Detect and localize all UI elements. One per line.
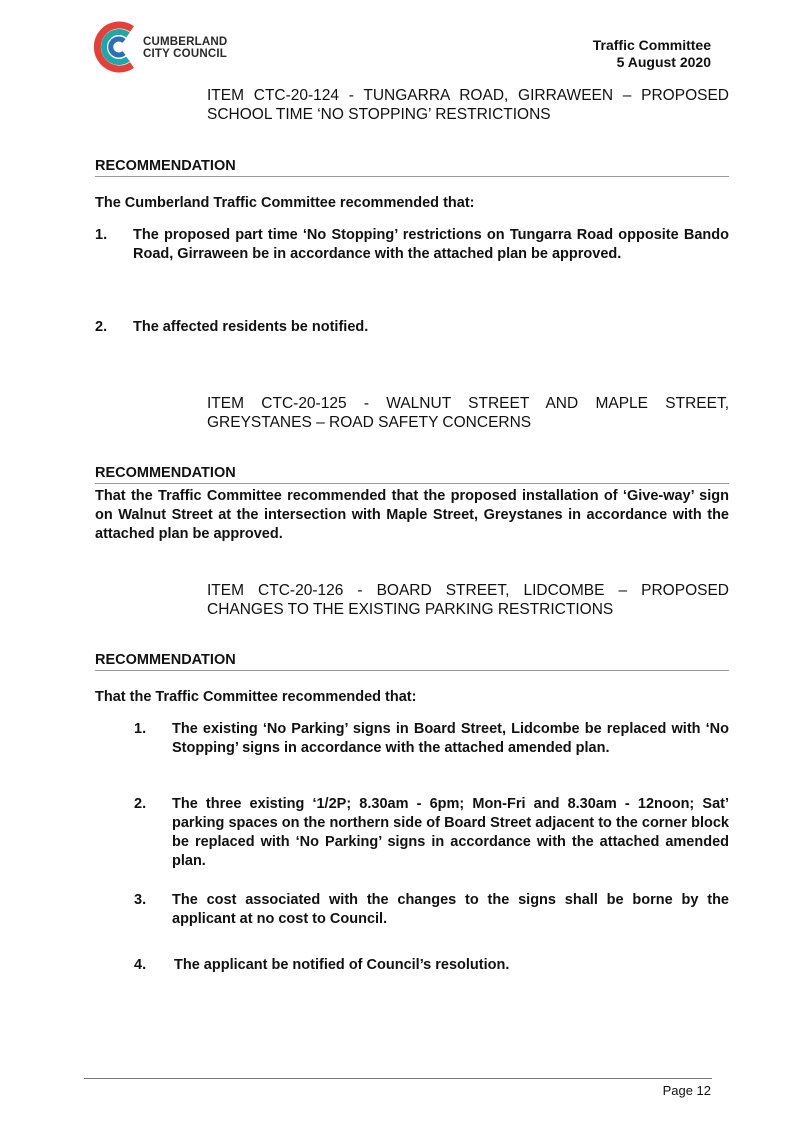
logo-text xyxy=(143,36,227,60)
point-text: The affected residents be notified. xyxy=(133,319,369,335)
item-3-intro: That the Traffic Committee recommended that: xyxy=(95,689,417,705)
item-2-recommendation-heading: RECOMMENDATION xyxy=(95,465,729,484)
footer-rule xyxy=(84,1078,712,1079)
point-number: 2. xyxy=(95,319,108,335)
point-number: 3. xyxy=(134,892,147,908)
meeting-date: 5 August 2020 xyxy=(616,54,711,70)
council-logo-icon xyxy=(88,16,142,78)
header-meta xyxy=(593,37,711,71)
point-number: 2. xyxy=(134,796,147,812)
item-2-title: ITEM CTC-20-125 - WALNUT STREET AND MAPLE STREET, GREYSTANES – ROAD SAFETY CONCERNS xyxy=(207,395,729,431)
point-number: 1. xyxy=(95,227,108,243)
point-number: 1. xyxy=(134,721,147,737)
point-text: The proposed part time ‘No Stopping’ restrictions on Tungarra Road opposite Bando Road, Girraween be in accordance with the attached plan be approved. xyxy=(133,227,729,262)
item-1-recommendation-heading: RECOMMENDATION xyxy=(95,158,729,177)
item-1-intro: The Cumberland Traffic Committee recommended that: xyxy=(95,195,475,211)
item-3-recommendation-heading: RECOMMENDATION xyxy=(95,652,729,671)
committee-name: Traffic Committee xyxy=(592,37,711,53)
item-2-text: That the Traffic Committee recommended that the proposed installation of ‘Give-way’ sign on Walnut Street at the intersection with Maple Street, Greystanes in accordance with the attached plan be approved. xyxy=(95,488,729,542)
point-number: 4. xyxy=(134,957,147,973)
point-text: The cost associated with the changes to the signs shall be borne by the applicant at no cost to Council. xyxy=(172,892,729,927)
item-3-title: ITEM CTC-20-126 - BOARD STREET, LIDCOMBE – PROPOSED CHANGES TO THE EXISTING PARKING RESTRICTIONS xyxy=(207,582,729,618)
logo-line-2: CITY COUNCIL xyxy=(143,48,227,60)
council-logo xyxy=(88,16,238,78)
point-text: The three existing ‘1/2P; 8.30am - 6pm; Mon-Fri and 8.30am - 12noon; Sat’ parking spaces on the northern side of Board Street adjacent to the corner block be replaced with ‘No Parking’ signs in accordance with the attached amended plan. xyxy=(172,796,729,869)
logo-line-1: CUMBERLAND xyxy=(143,36,228,48)
item-1-title: ITEM CTC-20-124 - TUNGARRA ROAD, GIRRAWEEN – PROPOSED SCHOOL TIME ‘NO STOPPING’ RESTRICTIONS xyxy=(207,87,729,123)
point-text: The existing ‘No Parking’ signs in Board Street, Lidcombe be replaced with ‘No Stopping’ signs in accordance with the attached amended plan. xyxy=(172,721,729,756)
page-number: Page 12 xyxy=(662,1083,711,1098)
point-text: The applicant be notified of Council’s resolution. xyxy=(174,957,510,973)
